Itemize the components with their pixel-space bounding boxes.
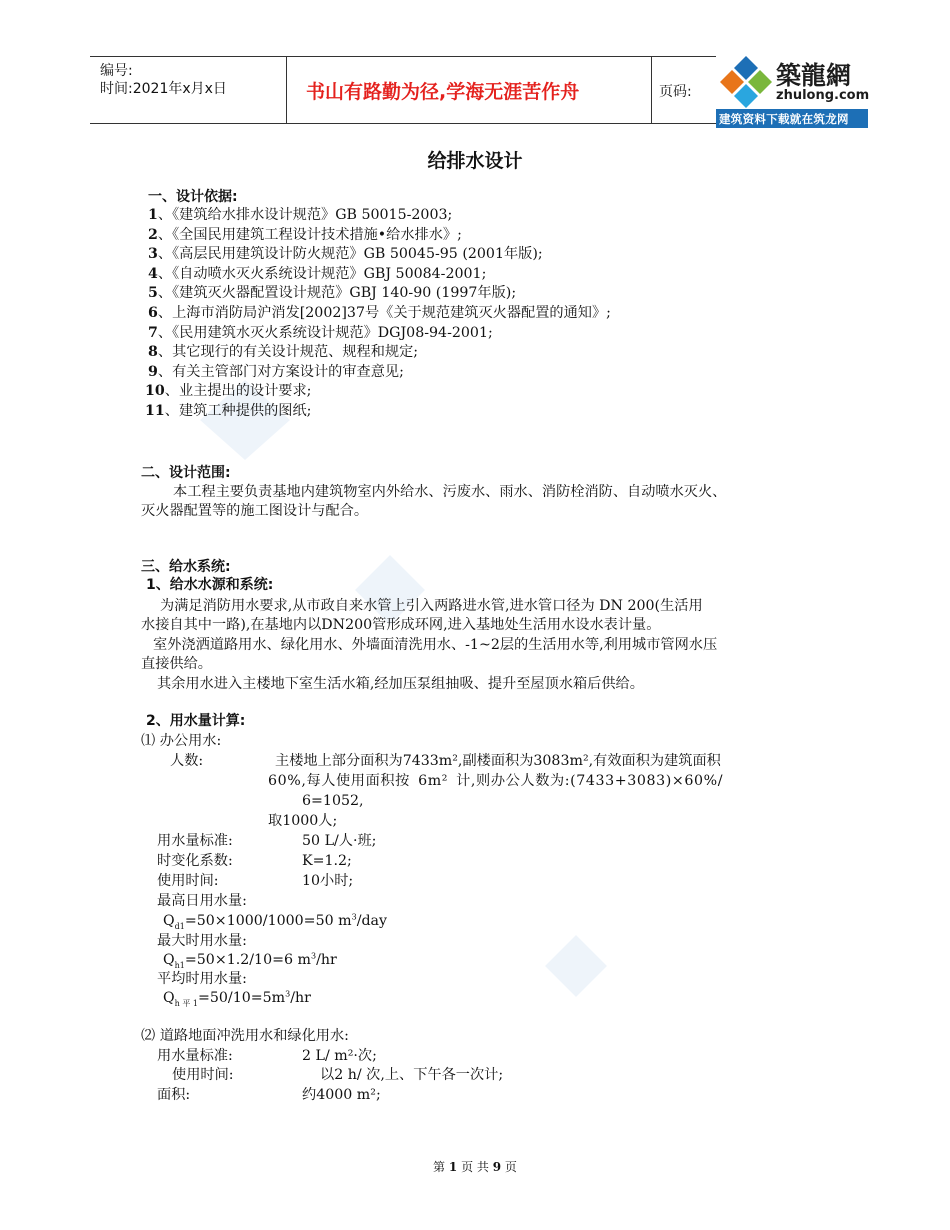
qa-label: 平均时用水量: [157, 971, 247, 987]
time-label: 使用时间: [172, 1067, 234, 1083]
paragraph-line: 室外浇洒道路用水、绿化用水、外墙面清洗用水、-1~2层的生活用水等,利用城市管网水压 [153, 637, 718, 653]
number-label: 编号: [100, 63, 133, 79]
subsection-heading: 1、给水水源和系统: [146, 577, 274, 593]
basis-item: 4、《自动喷水灭火系统设计规范》GBJ 50084-2001; [148, 265, 487, 282]
document-title: 给排水设计 [427, 150, 523, 172]
zhulong-logo [716, 52, 868, 128]
watermark-logo-icon [545, 935, 607, 997]
std-value: 50 L/人·班; [302, 833, 377, 849]
qh-formula: $Q_{h1}=50\times 1.2/10=6$ $m^3/hr$ [163, 951, 337, 970]
time-label: 使用时间: [157, 873, 219, 889]
zhulong-logo-icon [718, 54, 774, 108]
qa-formula: $Q_{h 平 1}=50/10=5m^3/hr$ [163, 989, 311, 1008]
paragraph-line: 灭火器配置等的施工图设计与配合。 [141, 503, 369, 519]
area-value: 约4000 m²; [302, 1087, 381, 1103]
logo-slogan: 建筑资料下载就在筑龙网 [719, 112, 849, 126]
paragraph-line: 水接自其中一路),在基地内以DN200管形成环网,进入基地处生活用水设水表计量。 [141, 617, 661, 633]
paragraph-line: 为满足消防用水要求,从市政自来水管上引入两路进水管,进水管口径为 DN 200(生活用 [160, 598, 703, 614]
paragraph-line: 本工程主要负责基地内建筑物室内外给水、污废水、雨水、消防栓消防、自动喷水灭火、 [173, 484, 727, 500]
basis-item: 10、业主提出的设计要求; [145, 383, 312, 400]
paragraph-line: 直接供给。 [141, 656, 212, 672]
qh-label: 最大时用水量: [157, 933, 247, 949]
basis-item: 6、上海市消防局沪消发[2002]37号《关于规范建筑灭火器配置的通知》; [148, 305, 611, 321]
paragraph-line: 其余用水进入主楼地下室生活水箱,经加压泵组抽吸、提升至屋顶水箱后供给。 [157, 676, 644, 692]
people-text: 60%,每人使用面积按 6m² 计,则办公人数为:(7433+3083)×60%/ [268, 773, 724, 789]
basis-item: 9、有关主管部门对方案设计的审查意见; [148, 363, 404, 380]
item-heading: ⑴ 办公用水: [141, 733, 222, 749]
basis-item: 3、《高层民用建筑设计防火规范》GB 50045-95 (2001年版); [148, 246, 543, 263]
header-motto: 书山有路勤为径,学海无涯苦作舟 [306, 81, 580, 103]
qd-formula: $Q_{d1}=50\times 1000/1000=50$ $m^3$/day [163, 912, 388, 931]
k-label: 时变化系数: [157, 853, 233, 869]
subsection-heading: 2、用水量计算: [146, 713, 246, 729]
date-label: 时间:2021年x月x日 [100, 81, 227, 97]
people-text: 主楼地上部分面积为7433m²,副楼面积为3083m²,有效面积为建筑面积 [275, 753, 721, 769]
page-label: 页码: [659, 84, 692, 100]
basis-item: 8、其它现行的有关设计规范、规程和规定; [148, 344, 419, 361]
std-label: 用水量标准: [157, 833, 233, 849]
std-label: 用水量标准: [157, 1048, 233, 1064]
std-value: 2 L/ m²·次; [302, 1048, 377, 1064]
section-heading: 三、给水系统: [141, 559, 231, 575]
section-heading: 二、设计范围: [141, 465, 231, 481]
people-text: 6=1052, [302, 793, 364, 809]
logo-domain: zhulong.com [776, 88, 870, 103]
basis-item: 1、《建筑给水排水设计规范》GB 50015-2003; [148, 207, 453, 223]
basis-item: 5、《建筑灭火器配置设计规范》GBJ 140-90 (1997年版); [148, 285, 517, 302]
people-label: 人数: [170, 753, 204, 769]
k-value: K=1.2; [302, 853, 352, 869]
logo-brand: 築龍網 [776, 61, 852, 90]
area-label: 面积: [157, 1087, 191, 1103]
people-text: 取1000人; [268, 813, 338, 829]
basis-item: 2、《全国民用建筑工程设计技术措施•给水排水》; [148, 226, 462, 243]
page-footer: 第 1 页 共 9 页 [433, 1160, 517, 1174]
time-value: 以2 h/ 次,上、下午各一次计; [320, 1067, 504, 1083]
basis-item: 11、建筑工种提供的图纸; [145, 403, 312, 419]
section-heading: 一、设计依据: [148, 189, 238, 205]
qd-label: 最高日用水量: [157, 893, 247, 909]
basis-item: 7、《民用建筑水灭火系统设计规范》DGJ08-94-2001; [148, 324, 493, 341]
item-heading: ⑵ 道路地面冲洗用水和绿化用水: [141, 1028, 349, 1044]
time-value: 10小时; [302, 873, 354, 889]
